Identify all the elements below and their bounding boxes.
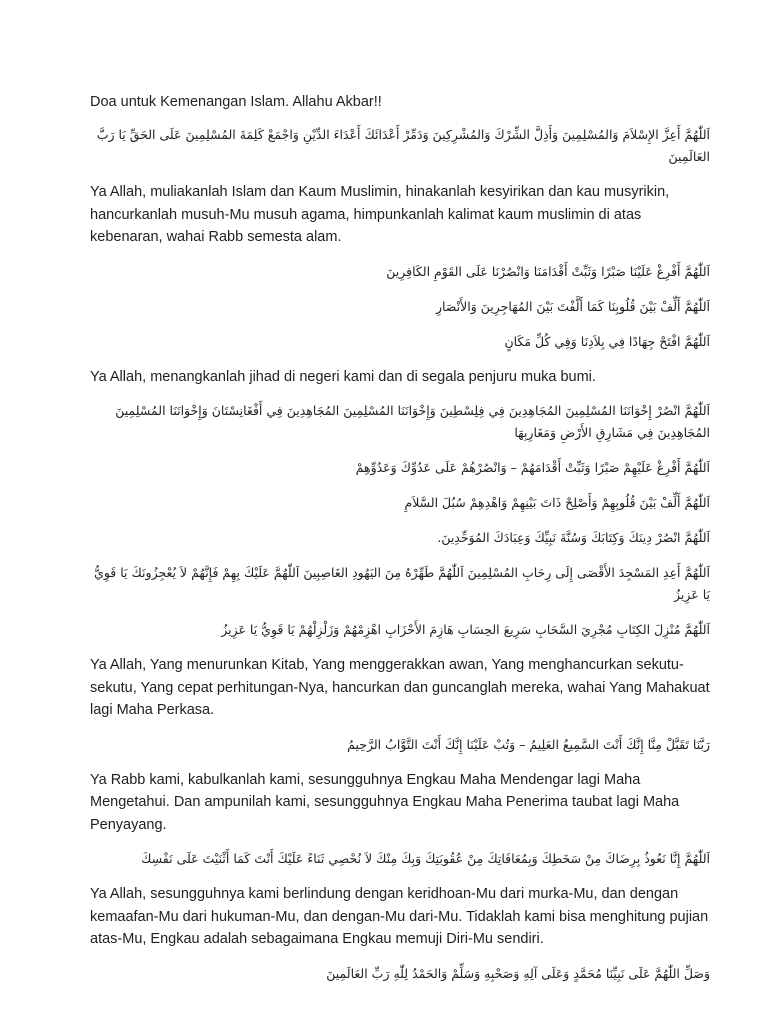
translation-1: Ya Allah, muliakanlah Islam dan Kaum Muslimin, hinakanlah kesyirikan dan kau musyrikin, hancurkanlah musuh-Mu musuh agama, himpunkanlah kalimat kaum muslimin di atas kebenaran, wahai Rabb semesta alam. xyxy=(90,184,670,245)
arabic-prayer-5: اَللّٰهُمَّ انْصُرْ إِخْوَانَنَا المُسْلِمِينَ المُجَاهِدِينَ فِي فِلِسْطِينَ وَإِخْوَانَنَا المُسْلِمِينَ المُجَاهِدِينَ فِي أَفْغَانِسْتَانَ وَإِخْوَانَنَا المُسْلِمِينَ المُجَاهِدِينَ فِي مَشَارِقِ الأَرْضِ وَمَغَارِبِهَا xyxy=(115,403,710,440)
arabic-prayer-9: اَللّٰهُمَّ أَعِدِ المَسْجِدَ الأَقْصَى إِلَى رِحَابِ المُسْلِمِينَ اَللّٰهُمَّ طَهِّرْهُ مِنَ اليَهُودِ الغَاصِبِينَ اَللّٰهُمَّ عَلَيْكَ بِهِمْ فَإِنَّهُمْ لاَ يُعْجِزُونَكَ يَا قَوِيُّ يَا عَزِيزُ xyxy=(94,565,710,602)
arabic-prayer-11: رَبَّنَا تَقَبَّلْ مِنَّا إِنَّكَ أَنْتَ السَّمِيعُ العَلِيمُ – وَتُبْ عَلَيْنَا إِنَّكَ أَنْتَ التَّوَّابُ الرَّحِيمُ xyxy=(347,736,710,752)
document-title: Doa untuk Kemenangan Islam. Allahu Akbar!! xyxy=(90,94,382,110)
arabic-prayer-13: وَصَلِّ اللّٰهُمَّ عَلَى نَبِيِّنَا مُحَمَّدٍ وَعَلَى آلِهِ وَصَحْبِهِ وَسَلِّمْ وَالحَمْدُ لِلّٰهِ رَبِّ العَالَمِينَ xyxy=(326,965,710,981)
arabic-prayer-1: اَللّٰهُمَّ أَعِزَّ الإِسْلاَمَ وَالمُسْلِمِينَ وَأَذِلَّ الشِّرْكَ وَالمُشْرِكِينَ وَدَمِّرْ أَعْدَائَكَ أَعْدَاءَ الدِّيْنِ وَاجْمَعْ كَلِمَةَ المُسْلِمِينَ عَلَى الحَقِّ يَا رَبَّ العَالَمِينَ xyxy=(96,127,710,164)
arabic-prayer-10: اَللّٰهُمَّ مُنْزِلَ الكِتَابِ مُجْرِيَ السَّحَابِ سَرِيعَ الحِسَابِ هَازِمَ الأَحْزَابِ اهْزِمْهُمْ وَزَلْزِلْهُمْ يَا قَوِيُّ يَا عَزِيزُ xyxy=(221,622,710,637)
arabic-prayer-6: اَللّٰهُمَّ أَفْرِغْ عَلَيْهِمْ صَبْرًا وَثَبِّتْ أَقْدَامَهُمْ – وَانْصُرْهُمْ عَلَى عَدُوِّكَ وَعَدُوِّهِمْ xyxy=(355,460,710,475)
translation-4: Ya Rabb kami, kabulkanlah kami, sesungguhnya Engkau Maha Mendengar lagi Maha Mengetahui. Dan ampunilah kami, sesungguhnya Engkau Maha Penerima taubat lagi Maha Penyayang. xyxy=(90,771,680,833)
translation-2: Ya Allah, menangkanlah jihad di negeri kami dan di segala penjuru muka bumi. xyxy=(90,368,596,385)
arabic-prayer-2: اَللّٰهُمَّ أَفْرِغْ عَلَيْنَا صَبْرًا وَثَبِّتْ أَقْدَامَنَا وَانْصُرْنَا عَلَى القَوْمِ الكَافِرِينَ xyxy=(386,263,710,279)
translation-5: Ya Allah, sesungguhnya kami berlindung dengan keridhoan-Mu dari murka-Mu, dan dengan kemaafan-Mu dari hukuman-Mu, dan dengan-Mu dari-Mu. Tidaklah kami bisa menghitung pujian atas-Mu, Engkau adalah sebagaimana Engkau memuji Diri-Mu sendiri. xyxy=(90,886,709,947)
arabic-prayer-3: اَللّٰهُمَّ أَلِّفْ بَيْنَ قُلُوبِنَا كَمَا أَلَّفْتَ بَيْنَ المُهَاجِرِينَ وَالأَنْصَارِ xyxy=(435,298,710,314)
arabic-prayer-8: اَللّٰهُمَّ انْصُرْ دِينَكَ وَكِتَابَكَ وَسُنَّةَ نَبِيِّكَ وَعِبَادَكَ المُوَحِّدِينَ. xyxy=(437,530,710,545)
translation-3: Ya Allah, Yang menurunkan Kitab, Yang menggerakkan awan, Yang menghancurkan sekutu-sekutu, Yang cepat perhitungan-Nya, hancurkan dan guncanglah mereka, wahai Yang Mahakuat lagi Maha Perkasa. xyxy=(90,657,710,718)
arabic-prayer-4: اَللّٰهُمَّ افْتَحْ جِهَادًا فِي بِلاَدِنَا وَفِي كُلِّ مَكَانٍ xyxy=(504,333,710,349)
arabic-prayer-12: اَللّٰهُمَّ إِنَّا نَعُوذُ بِرِضَاكَ مِنْ سَخَطِكَ وَبِمُعَافَاتِكَ مِنْ عُقُوبَتِكَ وَبِكَ مِنْكَ لاَ نُحْصِي ثَنَاءً عَلَيْكَ أَنْتَ كَمَا أَثْنَيْتَ عَلَى نَفْسِكَ xyxy=(141,851,710,866)
arabic-prayer-7: اَللّٰهُمَّ أَلِّفْ بَيْنَ قُلُوبِهِمْ وَأَصْلِحْ ذَاتَ بَيْنِهِمْ وَاهْدِهِمْ سُبُلَ السَّلاَمِ xyxy=(404,495,710,510)
